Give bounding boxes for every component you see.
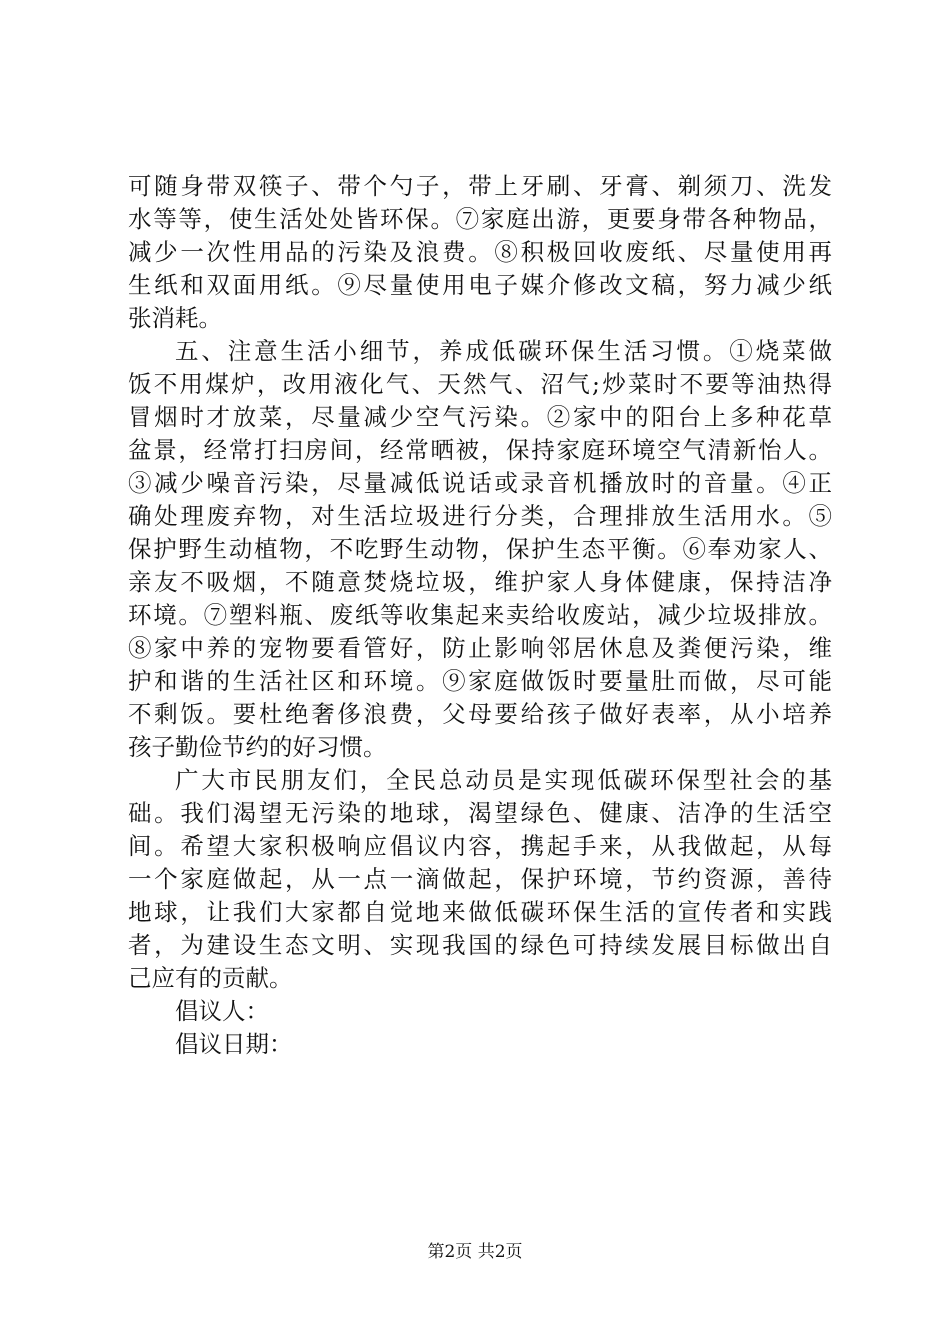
text-line: 盆景，经常打扫房间，经常晒被，保持家庭环境空气清新怡人。 <box>128 436 832 464</box>
text-line: ⑧家中养的宠物要看管好，防止影响邻居休息及粪便污染，维 <box>128 634 832 662</box>
paragraph-continuation <box>128 170 832 335</box>
text-line: 者，为建设生态文明、实现我国的绿色可持续发展目标做出自 <box>128 931 832 959</box>
proposal-date-label: 倡议日期： <box>175 1030 293 1058</box>
text-line: 减少一次性用品的污染及浪费。⑧积极回收废纸、尽量使用再 <box>128 238 832 266</box>
text-line: ③减少噪音污染，尽量减低说话或录音机播放时的音量。④正 <box>128 469 832 497</box>
text-line: 地球，让我们大家都自觉地来做低碳环保生活的宣传者和实践 <box>128 898 832 926</box>
text-line: 环境。⑦塑料瓶、废纸等收集起来卖给收废站，减少垃圾排放。 <box>128 601 832 629</box>
text-line: 间。希望大家积极响应倡议内容，携起手来，从我做起，从每 <box>128 832 832 860</box>
text-line: 生纸和双面用纸。⑨尽量使用电子媒介修改文稿，努力减少纸 <box>128 271 832 299</box>
document-body <box>128 170 832 1061</box>
signature-block <box>128 995 832 1061</box>
text-line: 己应有的贡献。 <box>128 964 293 992</box>
text-line: 广大市民朋友们，全民总动员是实现低碳环保型社会的基 <box>175 766 832 794</box>
text-line: 保护野生动植物，不吃野生动物，保护生态平衡。⑥奉劝家人、 <box>128 535 832 563</box>
paragraph-closing-appeal <box>128 764 832 995</box>
text-line: 孩子勤俭节约的好习惯。 <box>128 733 387 761</box>
proposer-label: 倡议人： <box>175 997 269 1025</box>
text-line: 水等等，使生活处处皆环保。⑦家庭出游，更要身带各种物品， <box>128 205 832 233</box>
text-line: 张消耗。 <box>128 304 222 332</box>
text-line: 五、注意生活小细节，养成低碳环保生活习惯。①烧菜做 <box>175 337 832 365</box>
page-footer: 第2页 共2页 <box>427 1242 523 1262</box>
text-line: 亲友不吸烟，不随意焚烧垃圾，维护家人身体健康，保持洁净 <box>128 568 832 596</box>
text-line: 不剩饭。要杜绝奢侈浪费，父母要给孩子做好表率，从小培养 <box>128 700 832 728</box>
text-line: 一个家庭做起，从一点一滴做起，保护环境，节约资源，善待 <box>128 865 832 893</box>
text-line: 础。我们渴望无污染的地球，渴望绿色、健康、洁净的生活空 <box>128 799 832 827</box>
text-line: 冒烟时才放菜，尽量减少空气污染。②家中的阳台上多种花草 <box>128 403 832 431</box>
paragraph-section-five <box>128 335 832 764</box>
text-line: 护和谐的生活社区和环境。⑨家庭做饭时要量肚而做，尽可能 <box>128 667 832 695</box>
text-line: 确处理废弃物，对生活垃圾进行分类，合理排放生活用水。⑤ <box>128 502 832 530</box>
text-line: 可随身带双筷子、带个勺子，带上牙刷、牙膏、剃须刀、洗发 <box>128 172 832 200</box>
text-line: 饭不用煤炉，改用液化气、天然气、沼气;炒菜时不要等油热得 <box>128 370 832 398</box>
